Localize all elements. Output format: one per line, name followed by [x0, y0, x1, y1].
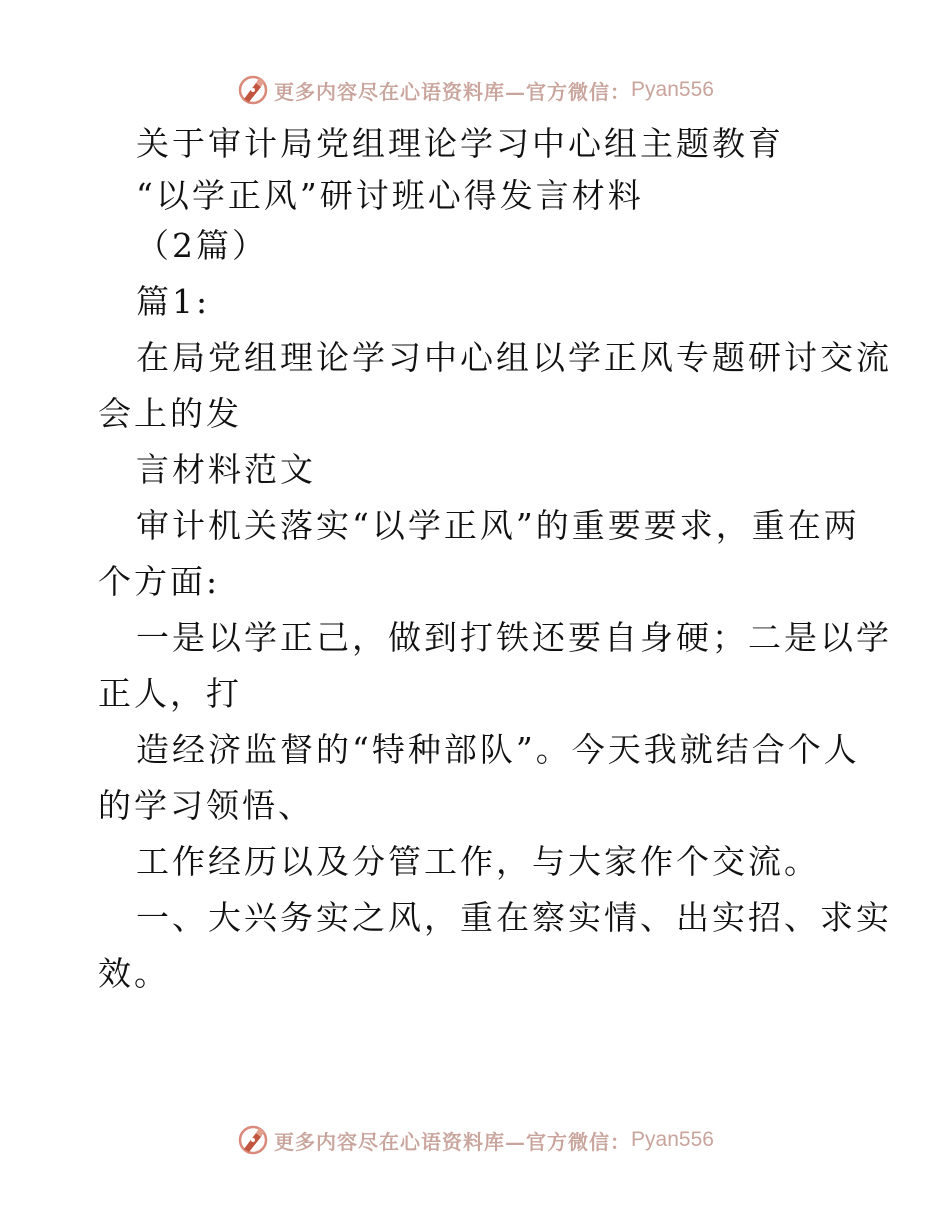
document-body — [98, 122, 892, 996]
pen-logo-icon — [236, 1123, 270, 1157]
text-line: “以学正风”研讨班心得发言材料 — [136, 176, 644, 215]
text-line: 正人，打 — [98, 674, 242, 713]
text-line: 在局党组理论学习中心组以学正风专题研讨交流 — [136, 338, 892, 377]
pen-logo-icon — [236, 73, 270, 107]
watermark-text: 更多内容尽在心语资料库—官方微信： — [274, 1129, 632, 1154]
watermark-text: 更多内容尽在心语资料库—官方微信： — [274, 79, 632, 104]
text-line: 工作经历以及分管工作，与大家作个交流。 — [136, 842, 820, 881]
watermark-wechat-id: Pyan556 — [631, 78, 714, 101]
watermark-wechat-id: Pyan556 — [631, 1128, 714, 1151]
text-line: （2篇） — [136, 226, 268, 265]
text-line: 一、大兴务实之风，重在察实情、出实招、求实 — [136, 898, 892, 937]
text-line: 言材料范文 — [136, 450, 316, 489]
text-line: 篇1: — [136, 282, 211, 321]
text-line: 审计机关落实“以学正风”的重要要求，重在两 — [136, 506, 860, 545]
text-line: 关于审计局党组理论学习中心组主题教育 — [136, 124, 784, 163]
text-line: 个方面: — [98, 562, 221, 601]
text-line: 会上的发 — [98, 394, 242, 433]
watermark-banner-bottom — [0, 1120, 950, 1160]
text-line: 一是以学正己，做到打铁还要自身硬；二是以学 — [136, 618, 892, 657]
text-line: 效。 — [98, 954, 170, 993]
text-line: 的学习领悟、 — [98, 786, 314, 825]
text-line: 造经济监督的“特种部队”。今天我就结合个人 — [136, 730, 860, 769]
watermark-banner-top — [0, 70, 950, 110]
